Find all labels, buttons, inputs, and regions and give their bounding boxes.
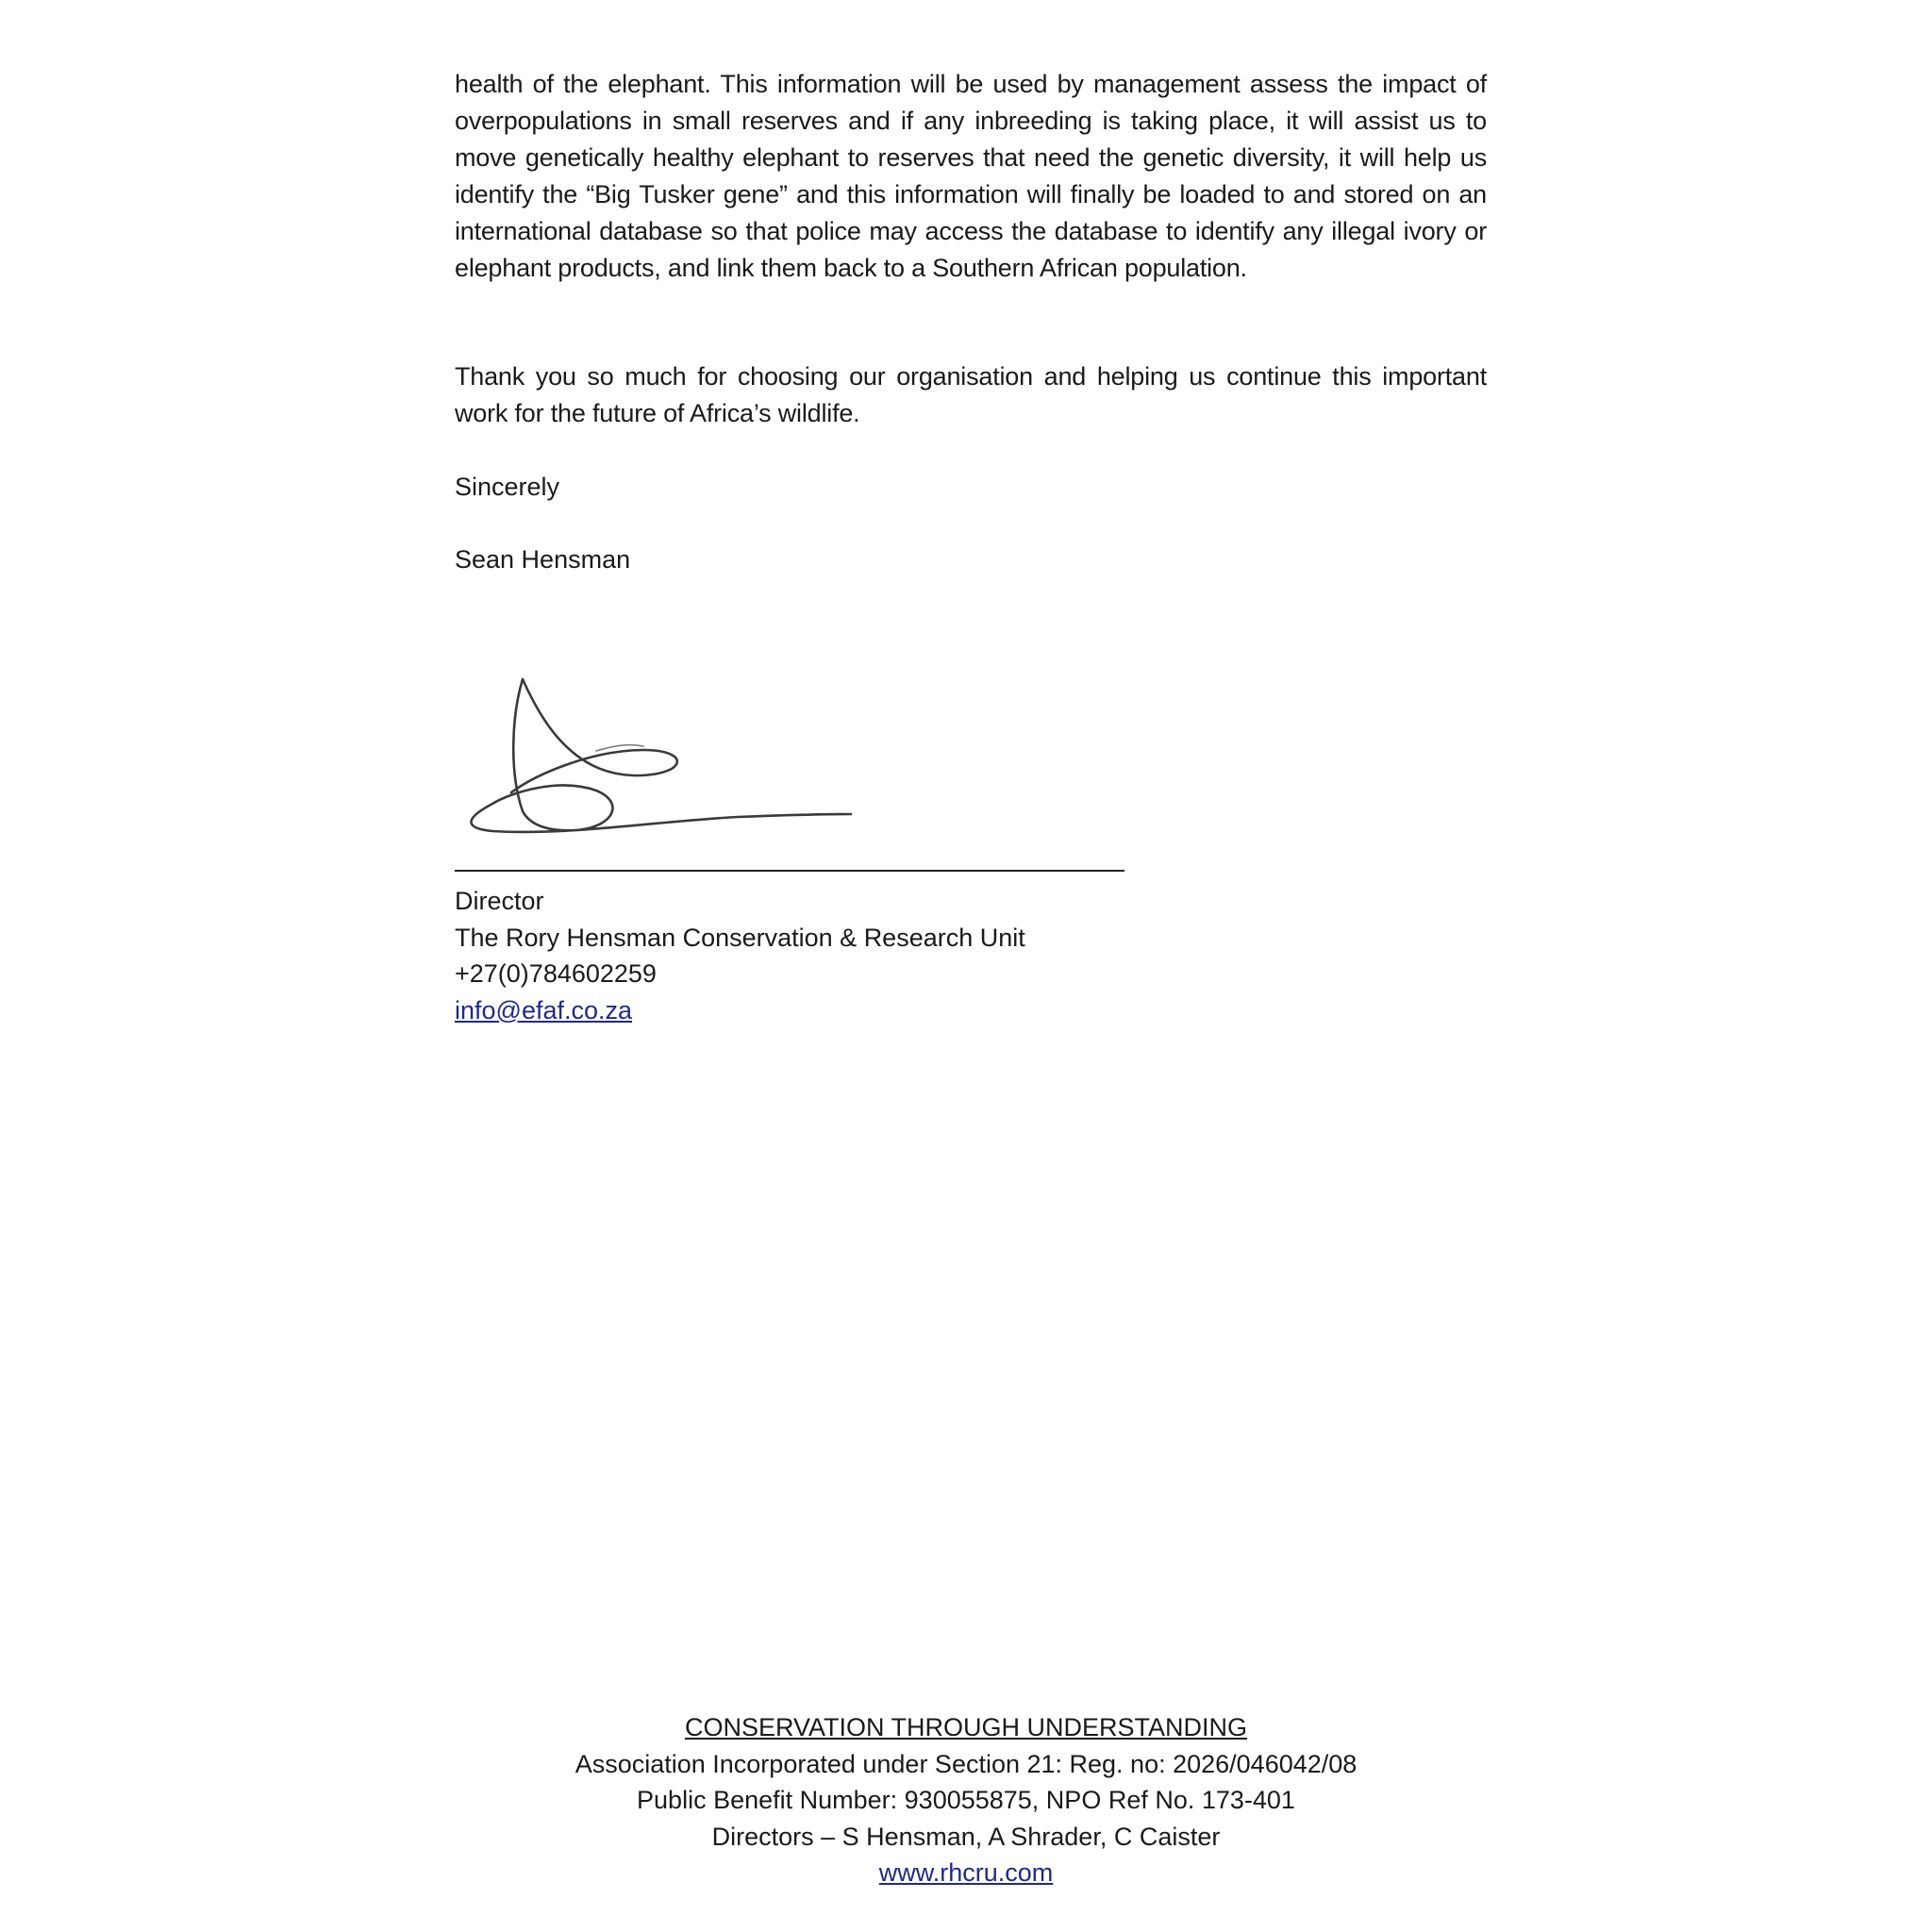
phone-number: +27(0)784602259 xyxy=(455,959,657,988)
signature-stroke xyxy=(511,679,677,792)
website-link[interactable]: www.rhcru.com xyxy=(878,1858,1054,1887)
closing-salutation: Sincerely xyxy=(455,473,560,501)
handwritten-signature xyxy=(455,660,870,840)
footer-registration: Association Incorporated under Section 21: Reg. no: 2026/046042/08 xyxy=(575,1749,1357,1778)
letter-footer xyxy=(0,1709,1932,1891)
body-paragraph-1: health of the elephant. This information will be used by management assess the impact of overpopulations in small reserves and if any inbreeding is taking place, it will assist us to move genetically healthy elephant to reserves that need the genetic diversity, it will help us identify the “Big Tusker gene” and this information will finally be loaded to and stored on an international database so that police may access the database to identify any illegal ivory or elephant products, and link them back to a Southern African population. xyxy=(455,70,1487,282)
body-paragraph-2: Thank you so much for choosing our organisation and helping us continue this important work for the future of Africa’s wildlife. xyxy=(455,362,1487,427)
footer-motto: CONSERVATION THROUGH UNDERSTANDING xyxy=(684,1713,1248,1741)
signer-name: Sean Hensman xyxy=(455,545,631,574)
email-link[interactable]: info@efaf.co.za xyxy=(455,995,633,1024)
signature-block xyxy=(455,883,1025,1028)
signature-line xyxy=(455,870,1124,872)
footer-directors: Directors – S Hensman, A Shrader, C Caister xyxy=(711,1822,1221,1851)
signature-stroke xyxy=(472,679,852,832)
footer-pbo: Public Benefit Number: 930055875, NPO Ref No. 173-401 xyxy=(637,1786,1295,1814)
organisation-name: The Rory Hensman Conservation & Research Unit xyxy=(455,923,1025,952)
signer-title: Director xyxy=(455,887,544,915)
